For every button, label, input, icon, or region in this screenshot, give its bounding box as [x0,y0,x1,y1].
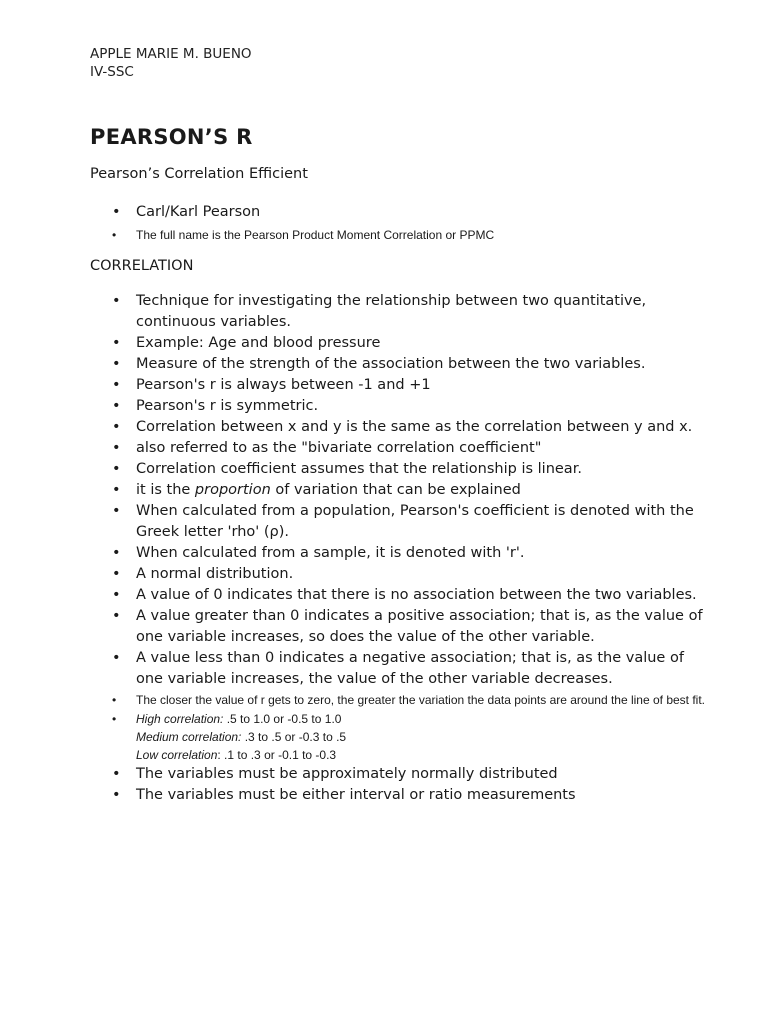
document-subtitle: Pearson’s Correlation Efficient [90,166,308,182]
document-title: PEARSON’S R [90,125,253,149]
level-label: High correlation: [136,712,224,726]
list-item: • A value of 0 indicates that there is no association between the two variables. [90,585,710,606]
level-value: : .1 to .3 or -0.1 to -0.3 [217,748,337,762]
low-correlation-line [136,746,710,764]
correlation-levels-item [90,710,710,764]
list-item: • A value less than 0 indicates a negative association; that is, as the value of one variable increases, the value of the other variable decreases. [90,648,710,690]
list-item: • Pearson's r is symmetric. [90,396,710,417]
level-label: Low correlation [136,748,218,762]
author-header [90,45,252,81]
section-heading: CORRELATION [90,258,194,274]
list-item: • Example: Age and blood pressure [90,333,710,354]
list-item: • Correlation coefficient assumes that the relationship is linear. [90,459,710,480]
level-label: Medium correlation: [136,730,242,744]
list-item: • A value greater than 0 indicates a positive association; that is, as the value of one variable increases, so does the value of the other variable. [90,606,710,648]
author-section: IV-SSC [90,64,134,80]
high-correlation-line [136,710,710,728]
list-item: • Technique for investigating the relationship between two quantitative, continuous variables. [90,291,710,333]
level-value: .5 to 1.0 or -0.5 to 1.0 [223,712,342,726]
correlation-list [90,291,710,806]
list-item: • When calculated from a population, Pearson's coefficient is denoted with the Greek letter 'rho' (ρ). [90,501,710,543]
level-value: .3 to .5 or -0.3 to .5 [241,730,347,744]
emphasis-text: proportion [194,482,271,498]
list-item: • The variables must be either interval or ratio measurements [90,785,710,806]
list-item: • Correlation between x and y is the same as the correlation between y and x. [90,417,710,438]
list-item: • also referred to as the "bivariate correlation coefficient" [90,438,710,459]
list-item [90,480,710,501]
text-fragment: of variation that can be explained [270,482,521,498]
list-item: • The closer the value of r gets to zero, the greater the variation the data points are around the line of best fit. [90,690,710,710]
list-item: • The variables must be approximately normally distributed [90,764,710,785]
list-item: • Carl/Karl Pearson [90,202,710,222]
list-item: • Pearson's r is always between -1 and +1 [90,375,710,396]
author-name: APPLE MARIE M. BUENO [90,46,252,62]
list-item: • When calculated from a sample, it is denoted with 'r'. [90,543,710,564]
text-fragment: it is the [136,482,195,498]
list-item: • Measure of the strength of the association between the two variables. [90,354,710,375]
medium-correlation-line [136,728,710,746]
intro-list [90,202,710,248]
list-item: • The full name is the Pearson Product Moment Correlation or PPMC [90,225,710,245]
list-item: • A normal distribution. [90,564,710,585]
